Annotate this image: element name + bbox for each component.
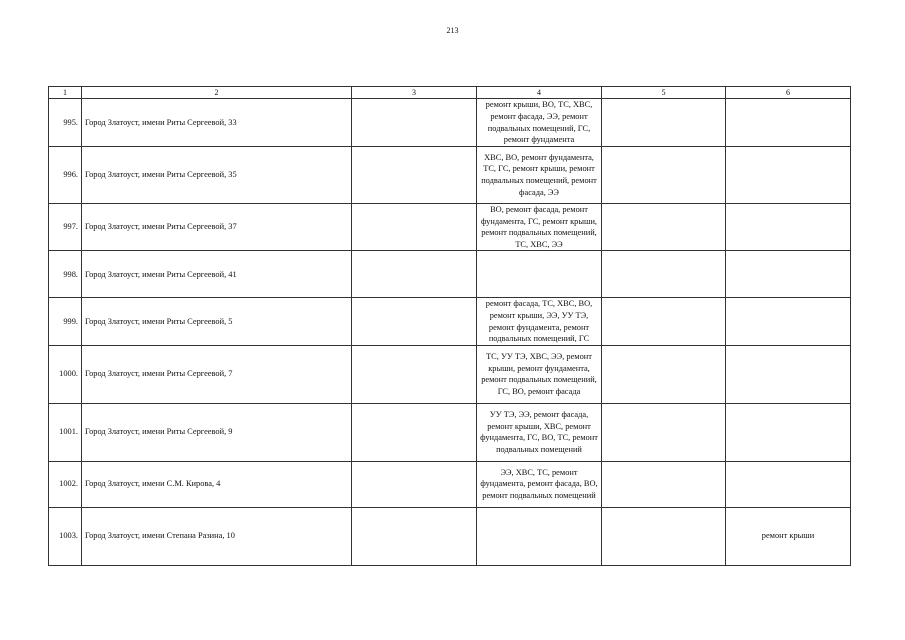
- housing-register-table: [48, 86, 851, 566]
- works-cell: ремонт крыши, ВО, ТС, ХВС, ремонт фасада, ЭЭ, ремонт подвальных помещений, ГС, ремонт фундамента: [477, 99, 602, 147]
- col3-cell: [352, 403, 477, 461]
- col3-cell: [352, 147, 477, 204]
- col5-cell: [602, 147, 726, 204]
- col5-cell: [602, 403, 726, 461]
- row-number: 996.: [49, 147, 82, 204]
- table-row: [49, 507, 851, 565]
- col3-cell: [352, 251, 477, 298]
- col6-cell: [726, 403, 851, 461]
- col3-cell: [352, 507, 477, 565]
- works-cell: ВО, ремонт фасада, ремонт фундамента, ГС, ремонт крыши, ремонт подвальных помещений, ТС, ХВС, ЭЭ: [477, 204, 602, 251]
- col5-cell: [602, 99, 726, 147]
- column-header: 4: [477, 87, 602, 99]
- address-cell: Город Златоуст, имени Степана Разина, 10: [82, 507, 352, 565]
- col3-cell: [352, 298, 477, 345]
- table-row: [49, 403, 851, 461]
- works-cell: ХВС, ВО, ремонт фундамента, ТС, ГС, ремонт крыши, ремонт подвальных помещений, ремонт фасада, ЭЭ: [477, 147, 602, 204]
- row-number: 1002.: [49, 461, 82, 507]
- address-cell: Город Златоуст, имени Риты Сергеевой, 9: [82, 403, 352, 461]
- works-cell: [477, 251, 602, 298]
- column-header: 1: [49, 87, 82, 99]
- address-cell: Город Златоуст, имени С.М. Кирова, 4: [82, 461, 352, 507]
- page-number: 213: [446, 26, 459, 35]
- works-cell: ТС, УУ ТЭ, ХВС, ЭЭ, ремонт крыши, ремонт фундамента, ремонт подвальных помещений, ГС, ВО, ремонт фасада: [477, 345, 602, 403]
- works-cell: УУ ТЭ, ЭЭ, ремонт фасада, ремонт крыши, ХВС, ремонт фундамента, ГС, ВО, ТС, ремонт подвальных помещений: [477, 403, 602, 461]
- table-row: [49, 147, 851, 204]
- col6-cell: [726, 298, 851, 345]
- address-cell: Город Златоуст, имени Риты Сергеевой, 41: [82, 251, 352, 298]
- col6-cell: ремонт крыши: [726, 507, 851, 565]
- address-cell: Город Златоуст, имени Риты Сергеевой, 33: [82, 99, 352, 147]
- col5-cell: [602, 345, 726, 403]
- col5-cell: [602, 507, 726, 565]
- address-cell: Город Златоуст, имени Риты Сергеевой, 37: [82, 204, 352, 251]
- column-header: 2: [82, 87, 352, 99]
- row-number: 1003.: [49, 507, 82, 565]
- address-cell: Город Златоуст, имени Риты Сергеевой, 35: [82, 147, 352, 204]
- row-number: 997.: [49, 204, 82, 251]
- col5-cell: [602, 204, 726, 251]
- table-row: [49, 99, 851, 147]
- table-row: [49, 461, 851, 507]
- column-header: 3: [352, 87, 477, 99]
- col5-cell: [602, 298, 726, 345]
- row-number: 995.: [49, 99, 82, 147]
- col6-cell: [726, 345, 851, 403]
- column-header: 6: [726, 87, 851, 99]
- col3-cell: [352, 99, 477, 147]
- col3-cell: [352, 345, 477, 403]
- col5-cell: [602, 251, 726, 298]
- address-cell: Город Златоуст, имени Риты Сергеевой, 7: [82, 345, 352, 403]
- address-cell: Город Златоуст, имени Риты Сергеевой, 5: [82, 298, 352, 345]
- row-number: 1000.: [49, 345, 82, 403]
- col6-cell: [726, 99, 851, 147]
- col6-cell: [726, 204, 851, 251]
- column-number-row: [49, 87, 851, 99]
- col3-cell: [352, 461, 477, 507]
- row-number: 1001.: [49, 403, 82, 461]
- table-row: [49, 251, 851, 298]
- table-row: [49, 298, 851, 345]
- works-cell: [477, 507, 602, 565]
- row-number: 999.: [49, 298, 82, 345]
- table-row: [49, 204, 851, 251]
- works-cell: ремонт фасада, ТС, ХВС, ВО, ремонт крыши, ЭЭ, УУ ТЭ, ремонт фундамента, ремонт подвальных помещений, ГС: [477, 298, 602, 345]
- table-row: [49, 345, 851, 403]
- col6-cell: [726, 147, 851, 204]
- works-cell: ЭЭ, ХВС, ТС, ремонт фундамента, ремонт фасада, ВО, ремонт подвальных помещений: [477, 461, 602, 507]
- col5-cell: [602, 461, 726, 507]
- column-header: 5: [602, 87, 726, 99]
- col3-cell: [352, 204, 477, 251]
- col6-cell: [726, 251, 851, 298]
- col6-cell: [726, 461, 851, 507]
- row-number: 998.: [49, 251, 82, 298]
